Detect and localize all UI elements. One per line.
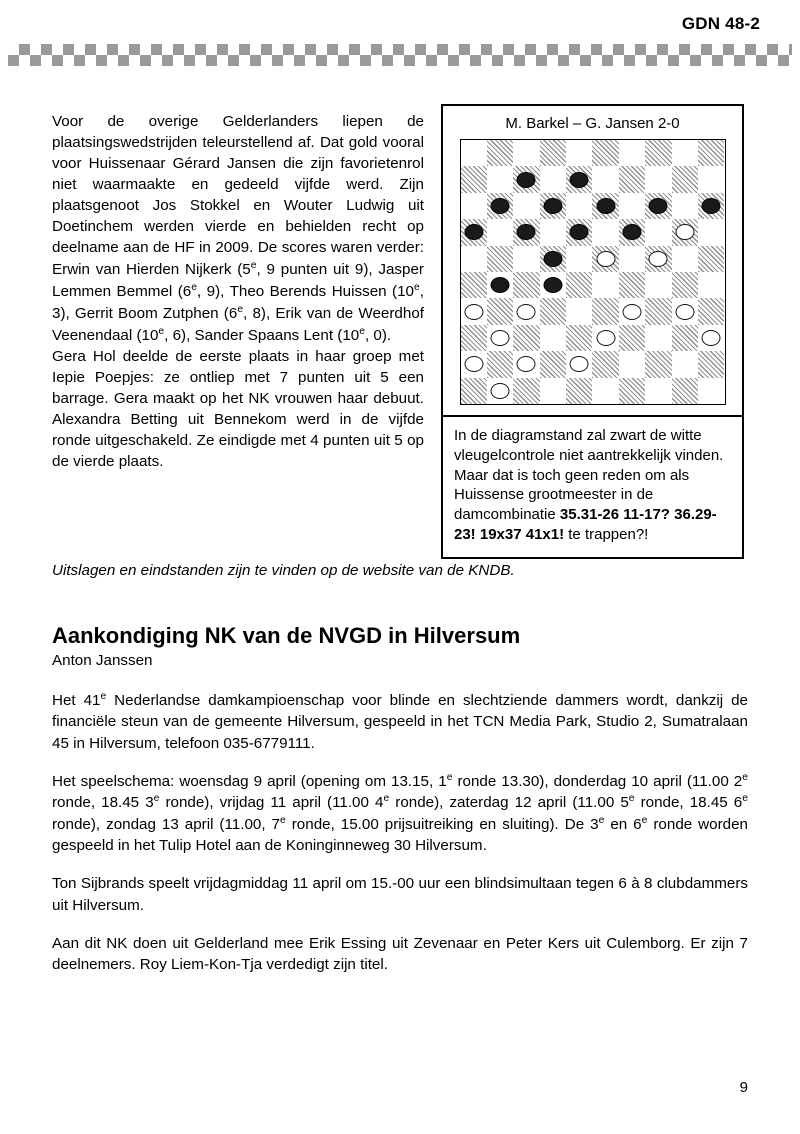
white-piece [517, 356, 536, 372]
board-square [487, 140, 513, 166]
white-piece [702, 330, 721, 346]
paragraph-4: Aan dit NK doen uit Gelderland mee Erik Essing uit Zevenaar en Peter Kers uit Culemborg. Er zijn 7 deelnemers. Roy Liem-Kon-Tja verdedigt zijn titel. [52, 934, 748, 974]
board-square [619, 351, 645, 377]
board-square [487, 298, 513, 324]
board-square [645, 351, 671, 377]
paragraph-gera-hol: Gera Hol deelde de eerste plaats in haar groep met Iepie Poepjes: ze ontliep met 7 punten uit 5 een barrage. Gera maakt op het NK vrouwen haar debuut. Alexandra Betting uit Bennekom werd in de vijfde ronde uitgeschakeld. Ze eindigde met 4 punten uit 5 op de vierde plaats. [52, 347, 424, 470]
board-square [672, 166, 698, 192]
board-square [566, 272, 592, 298]
board-square [698, 246, 724, 272]
checker-divider [8, 44, 792, 66]
diagram-note [443, 415, 742, 557]
header-title: GDN 48-2 [681, 14, 760, 33]
white-piece [491, 383, 510, 399]
board-square [513, 351, 539, 377]
board-square [672, 246, 698, 272]
board-square [566, 378, 592, 404]
board-square [566, 298, 592, 324]
board-square [619, 246, 645, 272]
board-square [513, 325, 539, 351]
board-square [672, 298, 698, 324]
black-piece [491, 198, 510, 214]
board-square [592, 378, 618, 404]
board-square [540, 272, 566, 298]
black-piece [543, 277, 562, 293]
board-wrapper [443, 139, 742, 405]
board-square [566, 193, 592, 219]
black-piece [596, 198, 615, 214]
board-square [592, 298, 618, 324]
board-square [487, 325, 513, 351]
board-square [619, 298, 645, 324]
diagram-caption: M. Barkel – G. Jansen 2-0 [505, 115, 680, 132]
board-square [513, 298, 539, 324]
board-square [540, 219, 566, 245]
board-square [540, 378, 566, 404]
board-square [540, 351, 566, 377]
board-square [461, 246, 487, 272]
paragraph-1: Het 41e Nederlandse damkampioenschap voor blinde en slechtziende dammers wordt, dankzij de financiële steun van de gemeente Hilversum, gespeeld in het TCN Media Park, Studio 2, Sumatralaan 45 in Hilversum, telefoon 035-6779111. [52, 691, 748, 752]
board-square [592, 219, 618, 245]
white-piece [596, 330, 615, 346]
board-square [461, 166, 487, 192]
board-square [698, 140, 724, 166]
board-square [645, 272, 671, 298]
board-square [513, 219, 539, 245]
board-square [619, 219, 645, 245]
board-square [592, 140, 618, 166]
board-square [461, 378, 487, 404]
black-piece [623, 224, 642, 240]
paragraph-gelderlanders: Voor de overige Gelderlanders liepen de plaatsingswedstrijden teleurstellend af. Dat gold vooral voor Huissenaar Gérard Jansen die zijn favorietenrol niet waarmaakte en gedeeld vijfde werd. Zijn plaatsgenoot Jos Stokkel en Wouter Ludwig uit Doetinchem werden vierde en behielden recht op deelname aan de HF in 2009. De scores waren verder: Erwin van Hierden Nijkerk (5e, 9 punten uit 9), Jasper Lemmen Bemmel (6e, 9), Theo Berends Huissen (10e, 3), Gerrit Boom Zutphen (6e, 8), Erik van de Weerdhof Veenendaal (10e, 6), Sander Spaans Lent (10e, 0). [52, 113, 424, 344]
board-square [461, 219, 487, 245]
board-square [592, 272, 618, 298]
black-piece [570, 224, 589, 240]
left-column [52, 112, 424, 473]
board-square [645, 325, 671, 351]
board-square [645, 140, 671, 166]
board-square [672, 140, 698, 166]
white-piece [675, 304, 694, 320]
board-square [698, 166, 724, 192]
paragraph-3: Ton Sijbrands speelt vrijdagmiddag 11 april om 15.-00 uur een blindsimultaan tegen 6 à 8 clubdammers uit Hilversum. [52, 875, 748, 914]
board-square [487, 219, 513, 245]
black-piece [491, 277, 510, 293]
board-square [672, 351, 698, 377]
board-square [592, 246, 618, 272]
board-square [566, 351, 592, 377]
board-square [645, 193, 671, 219]
paragraph-2: Het speelschema: woensdag 9 april (opening om 13.15, 1e ronde 13.30), donderdag 10 april (11.00 2e ronde, 18.45 3e ronde), vrijdag 11 april (11.00 4e ronde), zaterdag 12 april (11.00 5e ronde, 18.45 6e ronde), zondag 13 april (11.00, 7e ronde, 15.00 prijsuitreiking en sluiting). De 3e en 6e ronde worden gespeeld in het Tulip Hotel aan de Koninginneweg 30 Hilversum. [52, 771, 748, 854]
section-heading: Aankondiging NK van de NVGD in Hilversum [52, 623, 521, 648]
board-square [566, 219, 592, 245]
page-header [0, 0, 800, 38]
diagram-note-before: In de diagramstand zal zwart de witte vleugelcontrole niet aantrekkelijk vinden. Maar dat is toch geen reden om als Huissense grootmeester in de damcombinatie [454, 427, 724, 524]
board-square [672, 325, 698, 351]
board-square [645, 246, 671, 272]
board-square [566, 325, 592, 351]
white-piece [596, 251, 615, 267]
board-square [619, 378, 645, 404]
black-piece [570, 172, 589, 188]
board-square [513, 166, 539, 192]
board-square [619, 166, 645, 192]
page-number: 9 [739, 1079, 748, 1096]
board-square [487, 272, 513, 298]
board-square [540, 246, 566, 272]
board-square [645, 219, 671, 245]
board-square [592, 351, 618, 377]
white-piece [675, 224, 694, 240]
board-square [619, 140, 645, 166]
board-square [566, 166, 592, 192]
board-square [698, 193, 724, 219]
board-square [487, 193, 513, 219]
board-square [461, 272, 487, 298]
board-square [461, 140, 487, 166]
white-piece [517, 304, 536, 320]
board-square [619, 193, 645, 219]
section-body [52, 690, 748, 975]
board-square [672, 219, 698, 245]
board-square [672, 378, 698, 404]
board-square [540, 166, 566, 192]
board-square [540, 193, 566, 219]
board-square [540, 325, 566, 351]
board-square [513, 193, 539, 219]
board-square [487, 166, 513, 192]
diagram-box [441, 104, 744, 559]
board-square [513, 140, 539, 166]
board-square [487, 378, 513, 404]
board-square [698, 272, 724, 298]
black-piece [517, 172, 536, 188]
board-square [592, 325, 618, 351]
board-square [592, 166, 618, 192]
board-square [487, 351, 513, 377]
board-square [698, 298, 724, 324]
board-square [461, 351, 487, 377]
white-piece [623, 304, 642, 320]
board-square [566, 246, 592, 272]
board-square [592, 193, 618, 219]
board-square [645, 378, 671, 404]
draughts-board [460, 139, 726, 405]
diagram-note-moves: 35.31-26 11-17? 36.29-23! 19x37 41x1! [454, 506, 717, 543]
board-square [540, 140, 566, 166]
board-square [461, 298, 487, 324]
board-square [698, 325, 724, 351]
board-square [461, 193, 487, 219]
board-square [513, 272, 539, 298]
black-piece [543, 198, 562, 214]
board-square [619, 325, 645, 351]
black-piece [464, 224, 483, 240]
white-piece [649, 251, 668, 267]
board-square [461, 325, 487, 351]
board-square [672, 193, 698, 219]
board-square [513, 378, 539, 404]
white-piece [464, 304, 483, 320]
board-square [619, 272, 645, 298]
section-author: Anton Janssen [52, 652, 153, 669]
board-square [645, 298, 671, 324]
diagram-note-after: te trappen?! [564, 525, 649, 543]
board-square [672, 272, 698, 298]
board-square [513, 246, 539, 272]
white-piece [570, 356, 589, 372]
board-square [698, 378, 724, 404]
black-piece [649, 198, 668, 214]
italic-note: Uitslagen en eindstanden zijn te vinden op de website van de KNDB. [52, 562, 515, 579]
black-piece [702, 198, 721, 214]
board-square [698, 219, 724, 245]
board-square [566, 140, 592, 166]
board-square [540, 298, 566, 324]
board-square [487, 246, 513, 272]
white-piece [464, 356, 483, 372]
black-piece [517, 224, 536, 240]
white-piece [491, 330, 510, 346]
black-piece [543, 251, 562, 267]
board-square [698, 351, 724, 377]
board-square [645, 166, 671, 192]
